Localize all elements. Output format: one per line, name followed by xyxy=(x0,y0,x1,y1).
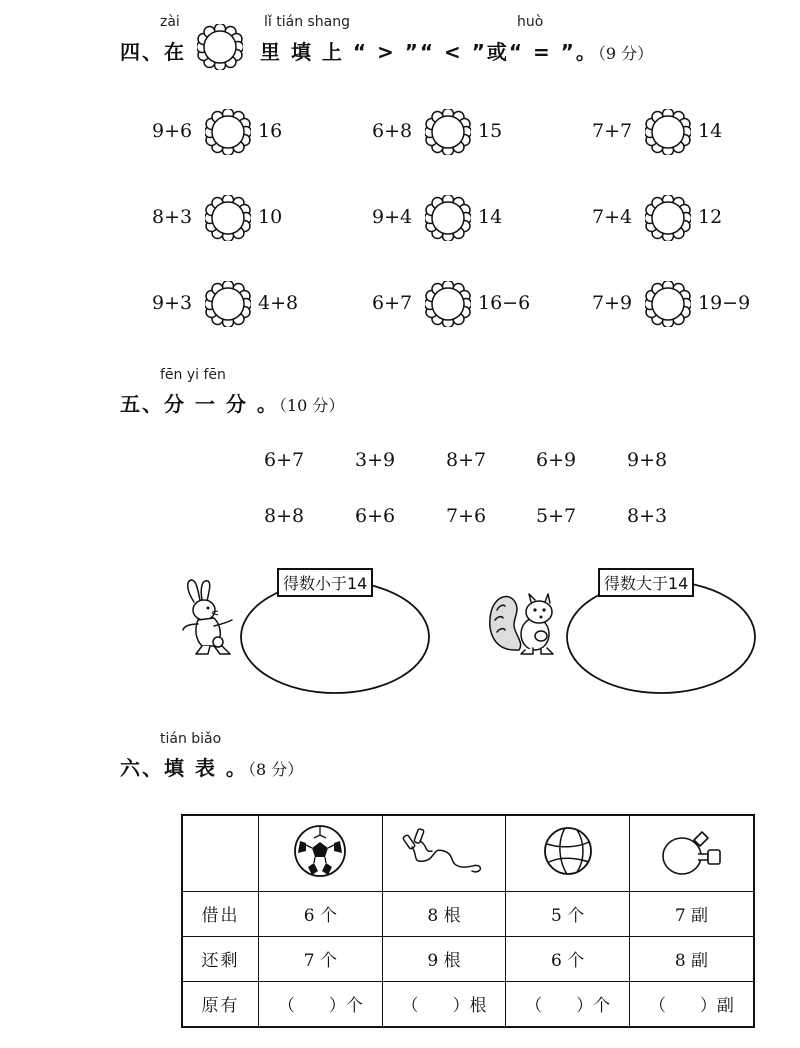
section4-heading xyxy=(120,36,186,65)
answer-cell[interactable]: （ ）个 xyxy=(506,981,630,1027)
expression-chip[interactable]: 7+6 xyxy=(446,505,487,527)
section4-text-fill: 里 填 上 xyxy=(260,40,344,64)
table-row xyxy=(182,891,754,936)
compare-left: 6+7 xyxy=(372,292,413,314)
section4-text-or: 或 xyxy=(486,40,509,64)
section5-heading xyxy=(120,388,344,417)
compare-right: 14 xyxy=(698,120,723,142)
compare-left: 9+6 xyxy=(152,120,193,142)
row-label: 原有 xyxy=(182,981,259,1027)
table-cell: 7 个 xyxy=(259,936,383,981)
header-cell xyxy=(629,815,754,891)
jump-rope-icon xyxy=(402,825,486,877)
expression-chip[interactable]: 8+3 xyxy=(627,505,668,527)
answer-flower-icon[interactable] xyxy=(205,195,251,241)
compare-right: 19−9 xyxy=(698,292,751,314)
header-cell xyxy=(382,815,506,891)
section6-points: （8 分） xyxy=(247,760,304,779)
compare-right: 4+8 xyxy=(258,292,299,314)
pinyin-huo: huò xyxy=(517,14,544,30)
expression-chip[interactable]: 8+7 xyxy=(446,449,487,471)
compare-right: 16 xyxy=(258,120,283,142)
ping-pong-paddle-icon xyxy=(656,824,726,878)
expression-chip[interactable]: 6+9 xyxy=(536,449,577,471)
compare-right: 16−6 xyxy=(478,292,531,314)
table-row xyxy=(182,981,754,1027)
section4-text-zai: 在 xyxy=(164,40,186,64)
section6-heading xyxy=(120,752,303,781)
table-row xyxy=(182,936,754,981)
answer-flower-icon[interactable] xyxy=(645,195,691,241)
section4-text-symbols: “ > ”“ < ” xyxy=(352,40,487,64)
expression-chip[interactable]: 6+7 xyxy=(264,449,305,471)
basketball-icon xyxy=(541,824,595,878)
answer-flower-icon[interactable] xyxy=(425,195,471,241)
expression-chip[interactable]: 8+8 xyxy=(264,505,305,527)
compare-left: 6+8 xyxy=(372,120,413,142)
squirrel-icon xyxy=(485,584,563,658)
answer-cell[interactable]: （ ）副 xyxy=(629,981,754,1027)
answer-flower-icon[interactable] xyxy=(205,109,251,155)
table-cell: 5 个 xyxy=(506,891,630,936)
compare-left: 7+9 xyxy=(592,292,633,314)
compare-right: 12 xyxy=(698,206,723,228)
section4-text-equals: “ = ”。 xyxy=(508,40,598,64)
section5-number: 五、 xyxy=(120,392,164,416)
pinyin-li-tian-shang: lǐ tián shang xyxy=(264,14,351,30)
table-cell: 8 根 xyxy=(382,891,506,936)
answer-flower-icon[interactable] xyxy=(645,281,691,327)
compare-left: 9+3 xyxy=(152,292,193,314)
compare-right: 15 xyxy=(478,120,503,142)
soccer-ball-icon xyxy=(292,823,348,879)
pinyin-zai: zài xyxy=(160,14,180,30)
section6-number: 六、 xyxy=(120,756,164,780)
fill-table xyxy=(181,814,755,1028)
compare-right: 14 xyxy=(478,206,503,228)
compare-left: 7+7 xyxy=(592,120,633,142)
expression-chip[interactable]: 3+9 xyxy=(355,449,396,471)
expression-chip[interactable]: 5+7 xyxy=(536,505,577,527)
table-cell: 9 根 xyxy=(382,936,506,981)
section4-number: 四、 xyxy=(120,40,164,64)
section4-points: （9 分） xyxy=(597,44,654,63)
answer-flower-icon[interactable] xyxy=(425,109,471,155)
pinyin-tian-biao: tián biǎo xyxy=(160,731,222,747)
answer-flower-icon[interactable] xyxy=(425,281,471,327)
table-cell: 8 副 xyxy=(629,936,754,981)
table-header-row xyxy=(182,815,754,891)
pinyin-fen-yi-fen: fēn yi fēn xyxy=(160,367,226,383)
answer-flower-icon[interactable] xyxy=(645,109,691,155)
section6-title: 填 表 。 xyxy=(164,756,248,780)
row-label: 还剩 xyxy=(182,936,259,981)
heading-flower-icon xyxy=(197,24,243,70)
header-cell xyxy=(506,815,630,891)
header-cell xyxy=(259,815,383,891)
section5-title: 分 一 分 。 xyxy=(164,392,279,416)
table-corner-cell xyxy=(182,815,259,891)
section4-heading-rest xyxy=(260,36,653,65)
row-label: 借出 xyxy=(182,891,259,936)
compare-left: 7+4 xyxy=(592,206,633,228)
table-cell: 7 副 xyxy=(629,891,754,936)
table-cell: 6 个 xyxy=(506,936,630,981)
compare-left: 8+3 xyxy=(152,206,193,228)
oval-greater-than-label: 得数大于14 xyxy=(598,568,694,597)
compare-right: 10 xyxy=(258,206,283,228)
expression-chip[interactable]: 9+8 xyxy=(627,449,668,471)
compare-left: 9+4 xyxy=(372,206,413,228)
table-cell: 6 个 xyxy=(259,891,383,936)
answer-flower-icon[interactable] xyxy=(205,281,251,327)
expression-chip[interactable]: 6+6 xyxy=(355,505,396,527)
answer-cell[interactable]: （ ）根 xyxy=(382,981,506,1027)
answer-cell[interactable]: （ ）个 xyxy=(259,981,383,1027)
oval-less-than-label: 得数小于14 xyxy=(277,568,373,597)
section5-points: （10 分） xyxy=(278,396,345,415)
